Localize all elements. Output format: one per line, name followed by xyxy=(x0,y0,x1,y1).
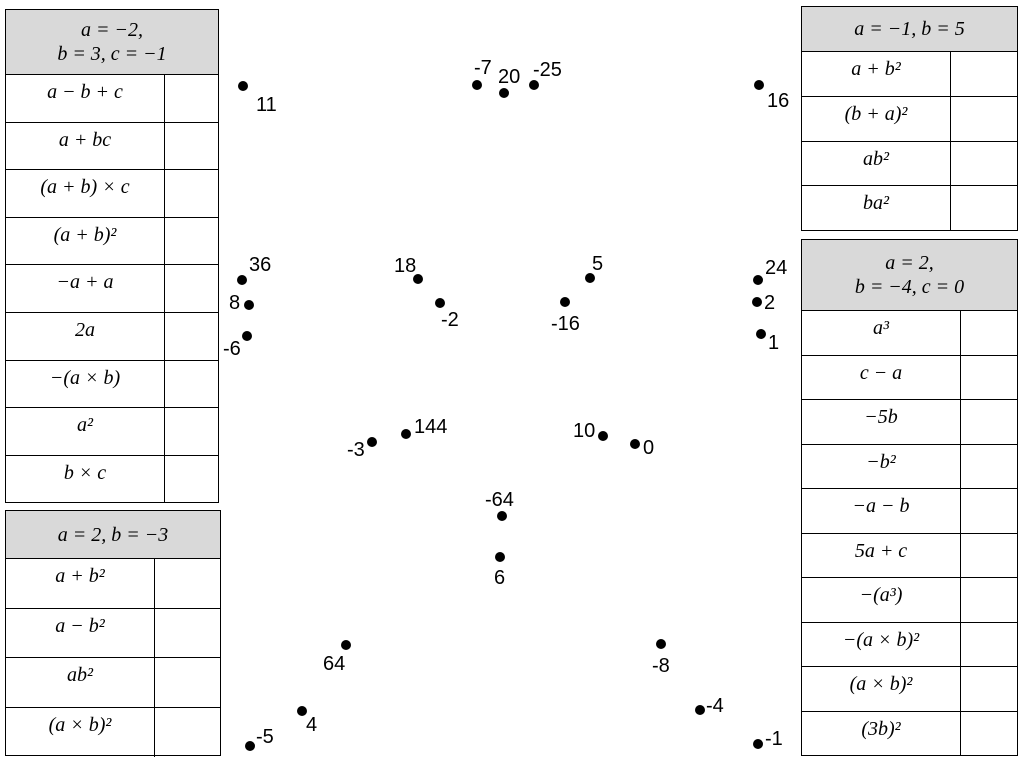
expression-cell: −5b xyxy=(802,400,961,444)
table-row xyxy=(6,313,218,361)
answer-cell[interactable] xyxy=(961,356,1017,400)
answer-cell[interactable] xyxy=(951,97,1017,141)
answer-cell[interactable] xyxy=(165,408,218,455)
header-line: a = −1, b = 5 xyxy=(854,18,965,40)
dot-label: 2 xyxy=(764,292,776,314)
answer-cell[interactable] xyxy=(961,578,1017,622)
dot-label: -4 xyxy=(706,695,724,717)
answer-cell[interactable] xyxy=(155,559,220,608)
dot-point[interactable] xyxy=(560,297,570,307)
expression-cell: ba² xyxy=(802,186,951,231)
table-a2-b-neg4-c0 xyxy=(801,239,1018,756)
table-a-neg2-b3-c-neg1 xyxy=(5,9,219,503)
answer-cell[interactable] xyxy=(961,623,1017,667)
dot-label: 5 xyxy=(592,253,604,275)
table-row xyxy=(802,489,1017,534)
dot-label: -64 xyxy=(485,489,514,511)
table-row xyxy=(802,52,1017,97)
expression-cell: a + bc xyxy=(6,123,165,170)
dot-point[interactable] xyxy=(753,275,763,285)
table-row xyxy=(6,265,218,313)
table-row xyxy=(802,623,1017,668)
table-row xyxy=(802,534,1017,579)
answer-cell[interactable] xyxy=(155,708,220,758)
expression-cell: (a × b)² xyxy=(6,708,155,758)
table-row xyxy=(6,708,220,758)
dot-point[interactable] xyxy=(756,329,766,339)
answer-cell[interactable] xyxy=(165,456,218,504)
answer-cell[interactable] xyxy=(961,311,1017,355)
dot-label: 0 xyxy=(643,437,655,459)
expression-cell: ab² xyxy=(6,658,155,707)
answer-cell[interactable] xyxy=(961,534,1017,578)
table-row xyxy=(6,408,218,456)
answer-cell[interactable] xyxy=(165,265,218,312)
dot-point[interactable] xyxy=(630,439,640,449)
header-line: a = −2, xyxy=(81,19,143,41)
expression-cell: (b + a)² xyxy=(802,97,951,141)
table-row xyxy=(802,445,1017,490)
expression-cell: a + b² xyxy=(802,52,951,96)
table-row xyxy=(6,75,218,123)
expression-cell: −(a³) xyxy=(802,578,961,622)
answer-cell[interactable] xyxy=(951,186,1017,231)
dot-label: 18 xyxy=(394,255,417,277)
dot-label: 4 xyxy=(306,714,318,736)
dot-point[interactable] xyxy=(497,511,507,521)
header-line: a = 2, xyxy=(885,252,934,274)
answer-cell[interactable] xyxy=(951,142,1017,186)
answer-cell[interactable] xyxy=(951,52,1017,96)
answer-cell[interactable] xyxy=(961,712,1017,757)
expression-cell: (3b)² xyxy=(802,712,961,757)
table-row xyxy=(802,186,1017,231)
dot-label: -5 xyxy=(256,726,274,748)
table-row xyxy=(802,311,1017,356)
dot-label: 8 xyxy=(229,292,241,314)
header-line: b = −4, c = 0 xyxy=(854,276,965,298)
answer-cell[interactable] xyxy=(155,609,220,658)
answer-cell[interactable] xyxy=(165,123,218,170)
expression-cell: b × c xyxy=(6,456,165,504)
dot-point[interactable] xyxy=(499,88,509,98)
expression-cell: a³ xyxy=(802,311,961,355)
header-line: b = 3, c = −1 xyxy=(57,43,167,65)
dot-point[interactable] xyxy=(245,741,255,751)
table-row xyxy=(6,559,220,609)
expression-cell: ab² xyxy=(802,142,951,186)
dot-label: 6 xyxy=(494,567,506,589)
expression-cell: −a − b xyxy=(802,489,961,533)
answer-cell[interactable] xyxy=(961,489,1017,533)
table-row xyxy=(6,123,218,171)
table-row xyxy=(802,400,1017,445)
dot-point[interactable] xyxy=(237,275,247,285)
expression-cell: 5a + c xyxy=(802,534,961,578)
dot-point[interactable] xyxy=(753,739,763,749)
answer-cell[interactable] xyxy=(165,313,218,360)
expression-cell: −b² xyxy=(802,445,961,489)
dot-label: -16 xyxy=(551,313,580,335)
dot-point[interactable] xyxy=(656,639,666,649)
dot-label: -1 xyxy=(765,728,783,750)
table-row xyxy=(6,658,220,708)
expression-cell: (a + b) × c xyxy=(6,170,165,217)
expression-cell: a² xyxy=(6,408,165,455)
expression-cell: a + b² xyxy=(6,559,155,608)
dot-point[interactable] xyxy=(472,80,482,90)
answer-cell[interactable] xyxy=(155,658,220,707)
dot-label: -7 xyxy=(474,57,492,79)
table-row xyxy=(6,170,218,218)
dot-point[interactable] xyxy=(367,437,377,447)
dot-point[interactable] xyxy=(341,640,351,650)
table-row xyxy=(802,667,1017,712)
dot-label: 20 xyxy=(498,66,521,88)
dot-point[interactable] xyxy=(242,331,252,341)
table-header xyxy=(6,511,220,559)
answer-cell[interactable] xyxy=(165,75,218,122)
dot-label: 36 xyxy=(249,254,272,276)
table-row xyxy=(6,218,218,266)
answer-cell[interactable] xyxy=(165,218,218,265)
table-row xyxy=(802,97,1017,142)
answer-cell[interactable] xyxy=(961,667,1017,711)
table-row xyxy=(802,578,1017,623)
table-row xyxy=(6,609,220,659)
expression-cell: c − a xyxy=(802,356,961,400)
dot-label: -25 xyxy=(533,59,562,81)
answer-cell[interactable] xyxy=(961,400,1017,444)
dot-label: 1 xyxy=(768,332,780,354)
dot-point[interactable] xyxy=(244,300,254,310)
dot-label: 144 xyxy=(414,416,448,438)
table-row xyxy=(6,361,218,409)
table-a-neg1-b5 xyxy=(801,6,1018,231)
dot-label: 64 xyxy=(323,653,346,675)
dot-point[interactable] xyxy=(754,80,764,90)
dot-label: -3 xyxy=(347,439,365,461)
expression-cell: 2a xyxy=(6,313,165,360)
dot-point[interactable] xyxy=(752,297,762,307)
dot-point[interactable] xyxy=(435,298,445,308)
table-a2-b-neg3 xyxy=(5,510,221,756)
answer-cell[interactable] xyxy=(165,361,218,408)
dot-label: 16 xyxy=(767,90,790,112)
dot-label: -6 xyxy=(223,338,241,360)
dot-point[interactable] xyxy=(238,81,248,91)
table-row xyxy=(6,456,218,504)
answer-cell[interactable] xyxy=(961,445,1017,489)
table-header xyxy=(802,240,1017,311)
expression-cell: −(a × b)² xyxy=(802,623,961,667)
table-header xyxy=(6,10,218,75)
table-row xyxy=(802,712,1017,757)
table-row xyxy=(802,356,1017,401)
dot-point[interactable] xyxy=(401,429,411,439)
dot-point[interactable] xyxy=(695,705,705,715)
expression-cell: a − b + c xyxy=(6,75,165,122)
dot-point[interactable] xyxy=(495,552,505,562)
expression-cell: (a + b)² xyxy=(6,218,165,265)
expression-cell: −(a × b) xyxy=(6,361,165,408)
dot-label: -8 xyxy=(652,655,670,677)
dot-point[interactable] xyxy=(598,431,608,441)
expression-cell: (a × b)² xyxy=(802,667,961,711)
table-row xyxy=(802,142,1017,187)
header-line: a = 2, b = −3 xyxy=(57,523,169,546)
expression-cell: −a + a xyxy=(6,265,165,312)
dot-label: 10 xyxy=(573,420,596,442)
dot-label: 11 xyxy=(256,94,277,116)
dot-point[interactable] xyxy=(529,80,539,90)
table-header xyxy=(802,7,1017,52)
expression-cell: a − b² xyxy=(6,609,155,658)
dot-label: 24 xyxy=(765,257,788,279)
dot-label: -2 xyxy=(441,309,459,331)
answer-cell[interactable] xyxy=(165,170,218,217)
